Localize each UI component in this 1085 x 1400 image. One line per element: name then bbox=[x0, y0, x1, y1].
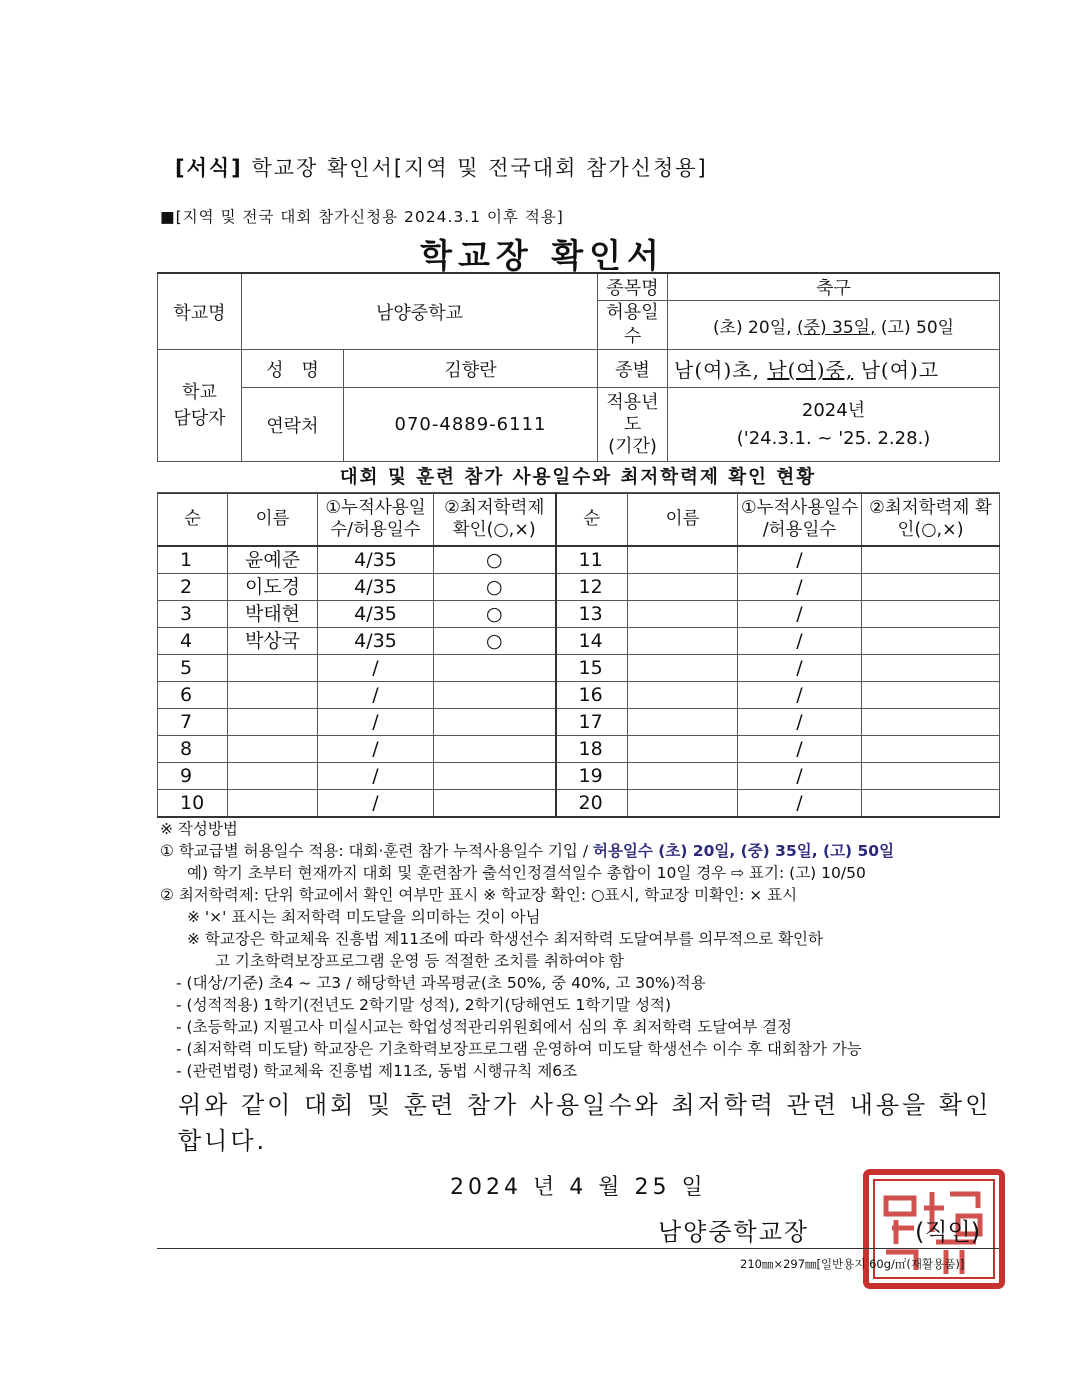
criteria-grades: - (성적적용) 1학기(전년도 2학기말 성적), 2학기(당해연도 1학기말 성적) bbox=[176, 996, 672, 1014]
header-order: 순 bbox=[158, 493, 228, 547]
contact-value: 070-4889-6111 bbox=[344, 388, 598, 462]
row-days: / bbox=[318, 736, 434, 763]
row-check-right bbox=[862, 628, 1000, 655]
row-days: / bbox=[318, 655, 434, 682]
year-label: 적용년도 (기간) bbox=[598, 388, 668, 462]
seal-label: (직인) bbox=[915, 1218, 981, 1246]
row-check bbox=[434, 709, 556, 736]
form-label-text: 학교장 확인서[지역 및 전국대회 참가신청용] bbox=[251, 156, 708, 180]
row-days-right: / bbox=[738, 601, 862, 628]
row-days-right: / bbox=[738, 628, 862, 655]
school-name-value: 남양중학교 bbox=[242, 273, 598, 350]
event-value: 축구 bbox=[668, 273, 1000, 301]
form-label bbox=[175, 152, 708, 182]
row-name-right bbox=[628, 574, 738, 601]
row-name: 박태현 bbox=[228, 601, 318, 628]
table-row bbox=[158, 655, 1000, 682]
row-order-right: 16 bbox=[556, 682, 628, 709]
row-order: 6 bbox=[158, 682, 228, 709]
header-days: ①누적사용일수/허용일수 bbox=[318, 493, 434, 547]
table-row bbox=[158, 790, 1000, 818]
year-range: ('24.3.1. ~ '25. 2.28.) bbox=[736, 427, 931, 449]
event-label: 종목명 bbox=[598, 273, 668, 301]
allowed-days-value bbox=[668, 301, 1000, 350]
row-name-right bbox=[628, 682, 738, 709]
row-days-right: / bbox=[738, 790, 862, 818]
application-notice: ■[지역 및 전국 대회 참가신청용 2024.3.1 이후 적용] bbox=[160, 208, 564, 226]
criteria-law: - (관련법령) 학교체육 진흥법 제11조, 동법 시행규칙 제6조 bbox=[176, 1062, 578, 1080]
row-days-right: / bbox=[738, 574, 862, 601]
row-check-right bbox=[862, 790, 1000, 818]
header-name-right: 이름 bbox=[628, 493, 738, 547]
row-name-right bbox=[628, 655, 738, 682]
manager-label bbox=[158, 350, 242, 462]
header-check-right: ②최저학력제 확인(○,×) bbox=[862, 493, 1000, 547]
row-order-right: 12 bbox=[556, 574, 628, 601]
header-check: ②최저학력제 확인(○,×) bbox=[434, 493, 556, 547]
row-name: 박상국 bbox=[228, 628, 318, 655]
row-days-right: / bbox=[738, 682, 862, 709]
row-check: ○ bbox=[434, 601, 556, 628]
row-check bbox=[434, 682, 556, 709]
row-days: / bbox=[318, 709, 434, 736]
row-name-right bbox=[628, 736, 738, 763]
header-order-right: 순 bbox=[556, 493, 628, 547]
row-order: 8 bbox=[158, 736, 228, 763]
row-check-right bbox=[862, 736, 1000, 763]
row-check-right bbox=[862, 763, 1000, 790]
contact-label: 연락처 bbox=[242, 388, 344, 462]
paper-spec: 210㎜×297㎜[일반용지 60g/㎡(재활용품)] bbox=[740, 1257, 965, 1271]
instruction-1-text: ① 학교급별 허용일수 적용: 대회·훈련 참가 누적사용일수 기입 / bbox=[160, 842, 593, 860]
row-check bbox=[434, 655, 556, 682]
row-check-right bbox=[862, 574, 1000, 601]
header-name: 이름 bbox=[228, 493, 318, 547]
row-name bbox=[228, 763, 318, 790]
row-check bbox=[434, 790, 556, 818]
row-check: ○ bbox=[434, 574, 556, 601]
manager-name-label: 성 명 bbox=[242, 350, 344, 388]
row-days-right: / bbox=[738, 546, 862, 574]
instruction-3b: 고 기초학력보장프로그램 운영 등 적절한 조치를 취하여야 함 bbox=[215, 952, 624, 970]
row-days-right: / bbox=[738, 736, 862, 763]
instruction-2-note: ※ '×' 표시는 최저학력 미도달을 의미하는 것이 아님 bbox=[187, 908, 541, 926]
row-name bbox=[228, 790, 318, 818]
row-name-right bbox=[628, 763, 738, 790]
manager-name-value: 김향란 bbox=[344, 350, 598, 388]
row-days: / bbox=[318, 790, 434, 818]
form-label-bracket: [서식] bbox=[175, 156, 243, 180]
gender-elementary: 남(여)초, bbox=[674, 358, 760, 382]
gender-value bbox=[668, 350, 1000, 388]
table-row bbox=[158, 763, 1000, 790]
instruction-1-highlight: 허용일수 (초) 20일, (중) 35일, (고) 50일 bbox=[592, 842, 895, 860]
row-order: 1 bbox=[158, 546, 228, 574]
table-row bbox=[158, 628, 1000, 655]
issue-date: 2024 년 4 월 25 일 bbox=[450, 1175, 707, 1200]
year-value: 2024년 bbox=[801, 399, 866, 421]
year-value-cell bbox=[668, 388, 1000, 462]
row-order: 3 bbox=[158, 601, 228, 628]
allowed-high: (고) 50일 bbox=[880, 317, 955, 338]
row-order-right: 20 bbox=[556, 790, 628, 818]
row-order: 7 bbox=[158, 709, 228, 736]
row-name bbox=[228, 709, 318, 736]
row-name-right bbox=[628, 790, 738, 818]
gender-label: 종별 bbox=[598, 350, 668, 388]
row-order-right: 18 bbox=[556, 736, 628, 763]
row-days: 4/35 bbox=[318, 546, 434, 574]
header-days-right: ①누적사용일수 /허용일수 bbox=[738, 493, 862, 547]
table-row bbox=[158, 601, 1000, 628]
row-days-right: / bbox=[738, 763, 862, 790]
row-check-right bbox=[862, 546, 1000, 574]
confirmation-statement: 위와 같이 대회 및 훈련 참가 사용일수와 최저학력 관련 내용을 확인합니다. bbox=[178, 1091, 992, 1155]
allowed-days-label: 허용일수 bbox=[598, 301, 668, 350]
row-name bbox=[228, 655, 318, 682]
criteria-unmet: - (최저학력 미도달) 학교장은 기초학력보장프로그램 운영하여 미도달 학생선수 이수 후 대회참가 가능 bbox=[176, 1040, 862, 1058]
page-title: 학교장 확인서 bbox=[420, 236, 665, 275]
row-name bbox=[228, 736, 318, 763]
row-check bbox=[434, 736, 556, 763]
row-check-right bbox=[862, 601, 1000, 628]
row-name: 이도경 bbox=[228, 574, 318, 601]
row-order-right: 17 bbox=[556, 709, 628, 736]
row-order: 10 bbox=[158, 790, 228, 818]
signature-line bbox=[157, 1248, 999, 1249]
row-days: / bbox=[318, 763, 434, 790]
row-order: 5 bbox=[158, 655, 228, 682]
row-check-right bbox=[862, 682, 1000, 709]
manager-label-line2: 담당자 bbox=[173, 407, 226, 429]
instruction-2: ② 최저학력제: 단위 학교에서 확인 여부만 표시 ※ 학교장 확인: ○표시, 학교장 미확인: × 표시 bbox=[160, 886, 798, 904]
criteria-elementary: - (초등학교) 지필고사 미실시교는 학업성적관리위원회에서 심의 후 최저학력 도달여부 결정 bbox=[176, 1018, 793, 1036]
row-name-right bbox=[628, 709, 738, 736]
instructions bbox=[160, 818, 1020, 1082]
manager-label-line1: 학교 bbox=[182, 381, 217, 403]
section-title: 대회 및 훈련 참가 사용일수와 최저학력제 확인 현황 bbox=[157, 464, 999, 494]
row-order-right: 15 bbox=[556, 655, 628, 682]
row-order-right: 19 bbox=[556, 763, 628, 790]
row-check: ○ bbox=[434, 546, 556, 574]
table-row bbox=[158, 574, 1000, 601]
school-info-table bbox=[157, 272, 1000, 462]
principal-signature: 남양중학교장 bbox=[658, 1218, 810, 1246]
instructions-heading: ※ 작성방법 bbox=[160, 820, 238, 838]
row-days: / bbox=[318, 682, 434, 709]
gender-high: 남(여)고 bbox=[860, 358, 940, 382]
row-days: 4/35 bbox=[318, 628, 434, 655]
instruction-1 bbox=[160, 840, 1020, 862]
row-days: 4/35 bbox=[318, 601, 434, 628]
table-row bbox=[158, 709, 1000, 736]
criteria-target: - (대상/기준) 초4 ~ 고3 / 해당학년 과목평균(초 50%, 중 40%, 고 30%)적용 bbox=[176, 974, 706, 992]
row-name-right bbox=[628, 546, 738, 574]
roster-table bbox=[157, 492, 1000, 818]
school-name-label: 학교명 bbox=[158, 273, 242, 350]
table-row bbox=[158, 736, 1000, 763]
row-check-right bbox=[862, 655, 1000, 682]
row-name-right bbox=[628, 601, 738, 628]
row-check bbox=[434, 763, 556, 790]
row-check: ○ bbox=[434, 628, 556, 655]
row-order-right: 13 bbox=[556, 601, 628, 628]
row-name: 윤예준 bbox=[228, 546, 318, 574]
gender-middle: 남(여)중, bbox=[767, 358, 854, 382]
row-days: 4/35 bbox=[318, 574, 434, 601]
instruction-3a: ※ 학교장은 학교체육 진흥법 제11조에 따라 학생선수 최저학력 도달여부를 의무적으로 확인하 bbox=[187, 930, 823, 948]
row-order-right: 14 bbox=[556, 628, 628, 655]
allowed-middle: (중) 35일, bbox=[796, 317, 876, 338]
row-name bbox=[228, 682, 318, 709]
row-order-right: 11 bbox=[556, 546, 628, 574]
row-days-right: / bbox=[738, 655, 862, 682]
row-days-right: / bbox=[738, 709, 862, 736]
table-row bbox=[158, 546, 1000, 574]
row-order: 2 bbox=[158, 574, 228, 601]
row-check-right bbox=[862, 709, 1000, 736]
instruction-1-example: 예) 학기 초부터 현재까지 대회 및 훈련참가 출석인정결석일수 총합이 10일 경우 ⇨ 표기: (고) 10/50 bbox=[187, 864, 866, 882]
row-name-right bbox=[628, 628, 738, 655]
row-order: 4 bbox=[158, 628, 228, 655]
table-row bbox=[158, 682, 1000, 709]
allowed-elementary: (초) 20일, bbox=[712, 317, 792, 338]
row-order: 9 bbox=[158, 763, 228, 790]
